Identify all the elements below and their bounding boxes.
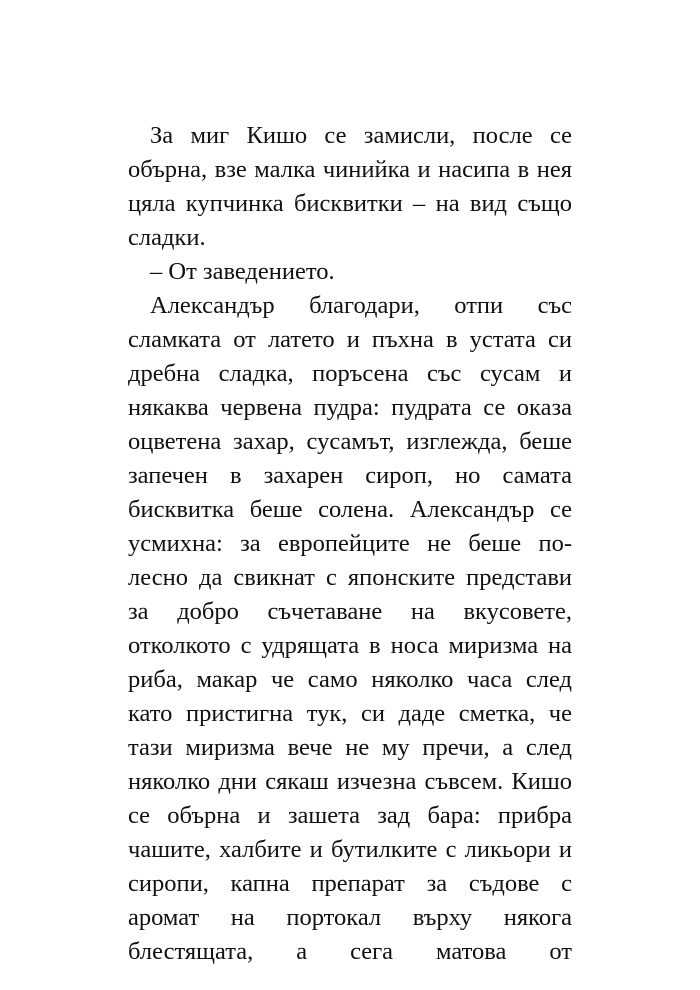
text-line: Александър благодари, отпи със — [150, 292, 572, 319]
text-line: риба, макар че само няколко часа след — [128, 666, 572, 693]
text-line: обърна, взе малка чинийка и насипа в нея — [128, 156, 572, 183]
text-line: бисквитка беше солена. Александър се — [128, 496, 572, 523]
text-line: – От заведението. — [150, 258, 335, 285]
page-text — [128, 119, 572, 969]
text-line: сиропи, капна препарат за съдове с — [128, 870, 572, 897]
text-line: чашите, халбите и бутилките с ликьори и — [128, 836, 572, 863]
text-line: се обърна и зашета зад бара: прибра — [128, 802, 572, 829]
text-line: някаква червена пудра: пудрата се оказа — [128, 394, 572, 421]
text-line: тази миризма вече не му пречи, а след — [128, 734, 572, 761]
text-line: отколкото с удрящата в носа миризма на — [128, 632, 572, 659]
text-line: оцветена захар, сусамът, изглежда, беше — [128, 428, 572, 455]
text-line: усмихна: за европейците не беше по- — [128, 530, 572, 557]
text-line: аромат на портокал върху някога — [128, 904, 572, 931]
text-line: запечен в захарен сироп, но самата — [128, 462, 572, 489]
text-line: За миг Кишо се замисли, после се — [150, 122, 572, 149]
text-line: блестящата, а сега матова от — [128, 938, 572, 965]
text-line: цяла купчинка бисквитки – на вид също — [128, 190, 572, 217]
text-line: за добро съчетаване на вкусовете, — [128, 598, 572, 625]
text-line: сламката от латето и пъхна в устата си — [128, 326, 572, 353]
text-line: дребна сладка, поръсена със сусам и — [128, 360, 572, 387]
text-line: като пристигна тук, си даде сметка, че — [128, 700, 572, 727]
text-line: лесно да свикнат с японските представи — [128, 564, 572, 591]
text-line: няколко дни сякаш изчезна съвсем. Кишо — [128, 768, 572, 795]
text-line: сладки. — [128, 224, 206, 251]
